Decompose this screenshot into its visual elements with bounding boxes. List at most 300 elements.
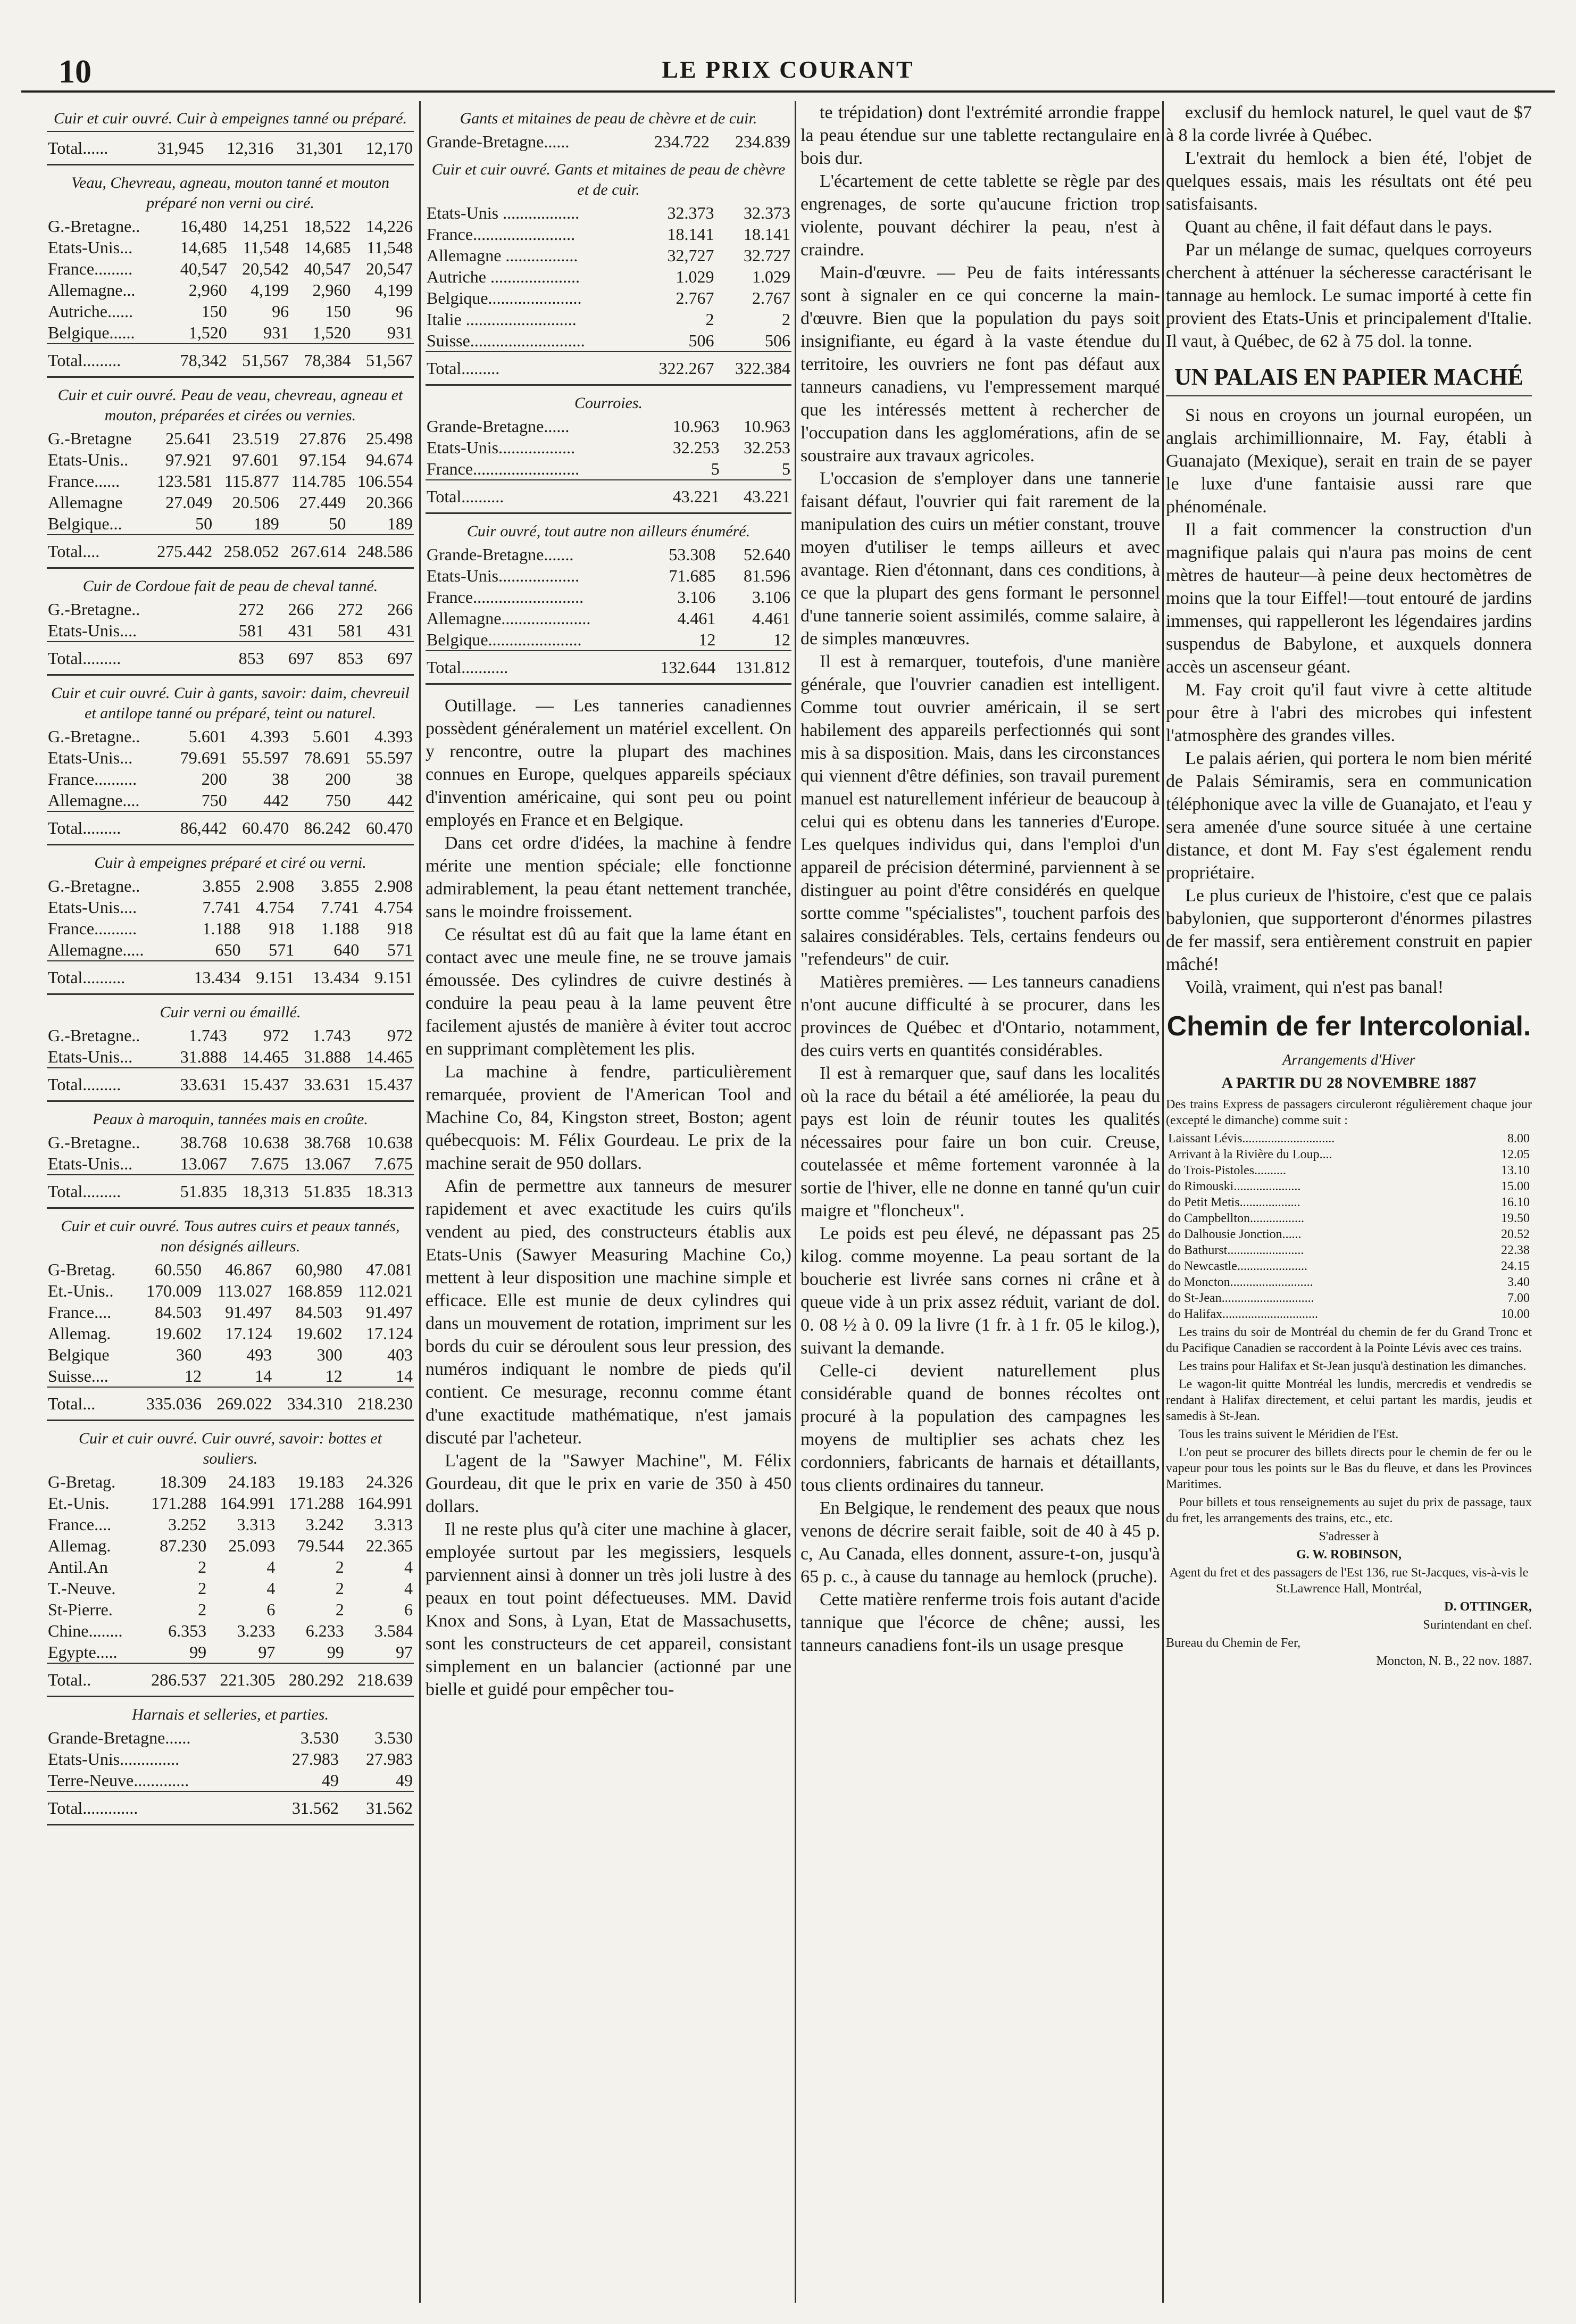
table-row [47,301,414,322]
table-row [47,279,414,301]
paragraph: Dans cet ordre d'idées, la machine à fendre mérite une mention spéciale; elle fonctionne admirablement, la peau étant nettement tranchée, sans le moindre froissement. [426,833,791,922]
row-value: 2 [782,310,790,329]
railway-agent-name: G. W. ROBINSON, [1296,1548,1402,1562]
stats-table [426,416,791,514]
stats-table [47,875,414,995]
table-row [47,790,414,811]
row-value: 14,685 [180,238,227,257]
schedule-time: 13.10 [1501,1164,1530,1177]
paragraph: Celle-ci devient naturellement plus considérable quand de bonnes récoltes ont procuré à la population des campagnes les moyens de multiplier ses achats chez les cordonniers, fabricants de harnais et détaillants, tous clients ordinaires du tanneur. [800,1361,1160,1495]
row-value: 275.442 [147,535,214,568]
table-row [47,1301,414,1323]
table-title: Cuir ouvré, tout autre non ailleurs énuméré. [466,522,751,540]
schedule-time: 24.15 [1501,1259,1530,1273]
schedule-row [1166,1258,1532,1274]
row-label: G.-Bretagne.. [48,217,140,236]
table-row [47,470,414,492]
paragraph: Matières premières. — Les tanneurs canadiens n'ont aucune difficulté à se procurer, dans les provinces de Québec et d'Ontario, notamment, des cuirs verts en quantités considérables. [800,972,1160,1060]
row-value: 1.188 [202,919,241,938]
railway-office-place: Moncton, N. B., 22 nov. 1887. [1376,1654,1532,1668]
table-row [47,1770,414,1791]
row-value: 170.009 [146,1281,202,1300]
row-value: 19.183 [297,1472,344,1491]
paragraph: Il est à remarquer, toutefois, d'une manière générale, que l'ouvrier canadien est intelligent. Comme tout ouvrier américain, il se sert habilement des appareils perfectionnés qui sont mis à sa disposition. Mais, dans les circonstances qui viennent d'être définies, son travail purement manuel est naturellement inférieur de beaucoup à celui qui es obtenu dans les tanneries d'Europe. Les quelques individus qui, dans l'emploi d'un appareil de précision déterminé, parviennent à se distinguer au point d'être considérés en quelque sortte comme "spécialistes", touchent parfois des salaires considérables. Tels, certains fendeurs ou "refendeurs" de cuir. [800,652,1160,969]
table-row [47,747,414,768]
row-value: 3.242 [305,1515,344,1534]
paragraph: Il ne reste plus qu'à citer une machine à glacer, employée surtout par les megissiers, lesquels parviennent ainsi à donner un très joli lustre à des peaux en tout point défectueuses. MM. David Knox and Sons, à Lyan, Etat de Massachusetts, sont les constructeurs de cet appareil, consistant simplement en un balancier (actionné par une bielle et guidé pour empêcher tou- [426,1520,791,1699]
stats-table [47,599,414,676]
row-value: 10.638 [242,1133,289,1152]
table-row [47,131,414,165]
row-label: Allemag. [48,1536,111,1555]
row-value: 14,251 [242,217,289,236]
row-value: 221.305 [207,1663,276,1697]
row-value: 2 [335,1579,344,1598]
row-label: France.... [48,1302,112,1322]
paragraph: Si nous en croyons un journal européen, un anglais archimillionnaire, M. Fay, établi à Guanajato (Mexique), serait en train de se payer le luxe d'une fantaisie aussi rare que phénoménale. [1166,405,1532,517]
table-title: Cuir de Cordoue fait de peau de cheval tanné. [82,577,378,595]
row-value: 218.230 [344,1387,414,1421]
table-row [47,1280,414,1301]
paragraph: Afin de permettre aux tanneurs de mesurer rapidement et avec exactitude les cuirs qu'ils vendent au pied, des constructeurs établis aux Etats-Unis (Sawyer Measuring Machine Co,) mettent à leur disposition une machine simple et efficace. Elle est munie de deux cylindres qui dans un mouvement de rotation, impriment sur les bords du cuir se déroulent sous leur pression, des numéros indiquant le nombre de pieds qu'il contient. Ce mesurage, reconnu comme étant d'une exactitude mathématique, n'est jamais discuté par l'acheteur. [426,1176,791,1448]
table-title: Cuir et cuir ouvré. Cuir ouvré, savoir: bottes et souliers. [79,1430,382,1467]
row-value: 96 [272,302,289,321]
row-label: Total......... [47,811,166,845]
row-value: 131.812 [716,651,791,684]
row-value: 403 [387,1345,413,1364]
row-label: Total.... [47,535,147,568]
row-value: 697 [265,642,315,675]
row-value: 2 [198,1579,207,1598]
row-value: 2.908 [256,876,295,895]
row-value: 13.067 [180,1154,227,1173]
schedule-row [1166,1210,1532,1226]
railway-title: Chemin de fer Intercolonial. [1166,1011,1531,1042]
schedule-station: do St-Jean............................. [1168,1291,1314,1305]
row-value: 115.877 [224,471,279,491]
page-number: 10 [59,54,91,90]
row-value: 4 [266,1557,276,1576]
table-row [47,344,414,377]
row-label: France......... [48,259,133,278]
row-value: 13.434 [177,961,241,994]
row-label: Belgique...................... [427,288,582,308]
paragraph: Il est à remarquer que, sauf dans les localités où la race du bétail a été améliorée, la peau du pays est loin de réunir toutes les qualités nécessaires pour faire un bon cuir. Creuse, coutelassée et même fortement varonnée à la sortie de l'hiver, elle ne donne en tanné qu'un cuir maigre et "floncheux". [800,1064,1160,1221]
row-value: 5 [782,459,790,478]
table-row [426,223,791,245]
table-title: Cuir verni ou émaillé. [160,1003,301,1021]
table-row [47,1365,414,1387]
row-label: G-Bretag. [48,1472,116,1491]
row-value: 750 [201,791,227,810]
row-value: 112.021 [358,1281,413,1300]
row-value: 1,520 [188,323,227,342]
table-row [426,544,791,565]
article-text [1166,101,1532,353]
table-row [47,1471,414,1492]
row-value: 51,567 [352,344,414,377]
row-value: 60.550 [154,1260,202,1279]
row-value: 442 [387,791,413,810]
row-value: 2 [705,310,714,329]
table-title: Courroies. [574,394,643,412]
row-value: 31.888 [180,1047,227,1066]
row-value: 20,547 [366,259,413,278]
row-value: 20,542 [242,259,289,278]
row-value: 78,342 [166,344,228,377]
row-label: Etats-Unis... [48,1047,133,1066]
row-value: 272 [238,600,264,619]
row-value: 97 [396,1642,413,1662]
row-value: 40,547 [180,259,227,278]
row-value: 43.221 [721,480,791,513]
row-label: Total......... [426,352,639,385]
row-value: 258.052 [213,535,280,568]
railway-address-to: S'adresser à [1319,1530,1379,1543]
row-label: Etats-Unis.... [48,898,137,917]
paragraph: Cette matière renferme trois fois autant d'acide tannique que l'écorce de chêne; aussi, les tanneurs canadiens font-ils un usage presque [800,1590,1160,1655]
table-row [47,1323,414,1344]
row-value: 60,980 [295,1260,343,1279]
schedule-row [1166,1131,1532,1147]
row-value: 571 [269,940,295,959]
stats-table [426,131,791,152]
stats-table [47,726,414,845]
schedule-station: do Dalhousie Jonction...... [1168,1227,1302,1241]
article-text [800,101,1160,1657]
row-value: 335.036 [132,1387,203,1421]
table-row [47,875,414,897]
row-value: 132.644 [642,651,717,684]
railway-note: Les trains du soir de Montréal du chemin de fer du Grand Tronc et du Pacifique Canadien se raccordent à la Pointe Lévis avec ces trains. [1166,1325,1532,1355]
table-row [47,1641,414,1663]
row-value: 150 [325,302,351,321]
row-value: 113.027 [217,1281,272,1300]
row-value: 300 [316,1345,343,1364]
row-value: 25.498 [366,429,413,448]
row-value: 14,685 [304,238,351,257]
schedule-station: do Trois-Pistoles.......... [1168,1164,1287,1177]
row-value: 24.326 [366,1472,413,1491]
railway-note: Les trains pour Halifax et St-Jean jusqu'à destination les dimanches. [1179,1359,1527,1373]
row-value: 4,199 [251,280,289,300]
row-label: G.-Bretagne.. [48,600,140,619]
row-value: 4 [404,1557,413,1576]
row-value: 431 [387,621,413,640]
row-value: 3.106 [752,587,790,607]
paragraph: L'extrait du hemlock a bien été, l'objet de quelques essais, mais les résultats ont été peu satisfaisants. [1166,148,1532,214]
row-label: Total.......... [426,480,650,513]
row-value: 168.859 [287,1281,343,1300]
stats-table [47,215,414,378]
stats-table [47,1025,414,1102]
paragraph: Outillage. — Les tanneries canadiennes possèdent généralement un matériel excellent. On y rencontre, outre la plupart des machines connues en Europe, quelques appareils spéciaux d'invention américaine, qui sont peu ou point employés en France et en Belgique. [426,696,791,830]
schedule-time: 19.50 [1501,1211,1530,1225]
row-value: 10.963 [744,417,790,436]
row-value: 918 [387,919,413,938]
schedule-station: do Moncton.......................... [1168,1275,1313,1289]
row-value: 96 [396,302,413,321]
row-value: 27.983 [291,1749,339,1769]
railway-arrangement: Arrangements d'Hiver [1282,1052,1415,1068]
row-value: 4.461 [677,609,716,628]
row-value: 189 [387,514,413,533]
row-value: 11,548 [243,238,289,257]
paragraph: Par un mélange de sumac, quelques corroyeurs cherchent à atténuer la sécheresse caractérisant le tannage au hemlock. Le sumac importé à cette fin provient des Etats-Unis et principalement d'Italie. Il vaut, à Québec, de 62 à 75 dol. la tonne. [1166,240,1532,351]
row-value: 286.537 [139,1663,207,1697]
table-row [426,608,791,629]
schedule-row [1166,1194,1532,1210]
table-title: Gants et mitaines de peau de chèvre et de cuir. [460,110,757,127]
schedule-row [1166,1147,1532,1163]
schedule-station: do Petit Metis................... [1168,1196,1300,1209]
row-value: 1.743 [188,1026,227,1045]
row-label: Etats-Unis.................. [427,438,576,457]
row-value: 60.470 [352,811,414,845]
stats-table [47,1471,414,1697]
row-value: 2,960 [188,280,227,300]
row-value: 31.888 [304,1047,351,1066]
table-row [47,961,414,994]
row-value: 234.722 [654,132,710,151]
row-value: 248.586 [347,535,414,568]
stats-table [47,131,414,165]
row-value: 46.867 [225,1260,272,1279]
row-value: 10.638 [366,1133,413,1152]
row-label: Grande-Bretagne...... [427,417,570,436]
row-value: 99 [327,1642,344,1662]
row-label: St-Pierre. [48,1600,113,1619]
row-label: Autriche ..................... [427,267,580,286]
row-value: 7.675 [251,1154,289,1173]
table-row [47,1046,414,1068]
row-label: France...... [48,471,120,491]
row-label: France.......................... [427,587,584,607]
row-value: 2 [335,1557,344,1576]
table-row [47,449,414,470]
row-value: 97.921 [165,450,213,469]
row-label: Italie .......................... [427,310,577,329]
row-label: G.-Bretagne.. [48,1133,140,1152]
row-value: 16,480 [180,217,227,236]
row-value: 18.141 [667,225,714,244]
table-row [47,535,414,568]
row-value: 650 [215,940,241,959]
row-label: G.-Bretagne [48,429,132,448]
railway-note: Tous les trains suivent le Méridien de l'Est. [1179,1427,1399,1441]
row-label: G.-Bretagne.. [48,727,140,746]
row-value: 47.081 [366,1260,413,1279]
railway-note: L'on peut se procurer des billets directs pour le chemin de fer ou le vapeur pour tous les points sur le Bas du fleuve, et dans les Provinces Maritimes. [1166,1446,1532,1491]
row-value: 4.461 [752,609,790,628]
railway-superintendent-title: Surintendant en chef. [1423,1618,1532,1632]
row-value: 4,199 [374,280,413,300]
row-value: 6 [404,1600,413,1619]
table-row [426,565,791,586]
row-value: 200 [201,769,227,788]
paragraph: Le palais aérien, qui portera le nom bien mérité de Palais Sémiramis, sera en communication téléphonique avec la ville de Guanajato, et l'eau y sera amenée d'une source située à une certaine distance, et dont M. Fay s'est également rendu propriétaire. [1166,749,1532,883]
row-value: 18,313 [228,1175,290,1208]
paragraph: Ce résultat est dû au fait que la lame étant en contact avec une meule fine, ne se trouve jamais émoussée. Des cylindres de cuivre destinés à conduire la peau peau à la lame peuvent être facilement ajustés de manière à éviter tout accroc en supprimant complètement les plis. [426,925,791,1059]
paragraph: Le plus curieux de l'histoire, c'est que ce palais babylonien, que supporteront d'énormes pilastres de fer massif, sera entièrement construit en papier mâché! [1166,886,1532,974]
row-value: 97.154 [299,450,346,469]
table-title: Veau, Chevreau, agneau, mouton tanné et mouton préparé non verni ou ciré. [71,174,389,212]
schedule-time: 7.00 [1507,1291,1530,1305]
row-value: 506 [688,331,714,350]
row-value: 150 [201,302,227,321]
row-label: Grande-Bretagne...... [427,132,570,151]
row-value: 200 [325,769,351,788]
row-value: 24.183 [228,1472,276,1491]
article-text [1166,404,1532,999]
table-row [47,258,414,279]
row-value: 853 [315,642,364,675]
table-row [47,1748,414,1770]
row-value: 234.839 [735,132,790,151]
row-value: 6 [266,1600,276,1619]
schedule-station: do Bathurst........................ [1168,1243,1304,1257]
row-value: 2 [198,1600,207,1619]
row-value: 4 [266,1579,276,1598]
row-label: G.-Bretagne.. [48,1026,140,1045]
table-row [47,1175,414,1208]
table-row [47,1663,414,1697]
schedule-station: do Newcastle...................... [1168,1259,1307,1273]
row-label: Total... [47,1387,132,1421]
row-value: 972 [263,1026,289,1045]
row-value: 79.544 [297,1536,344,1555]
row-label: Et.-Unis.. [48,1281,114,1300]
paragraph: Il a fait commencer la construction d'un magnifique palais qui n'aura pas moins de cent mètres de hauteur—à peine deux hectomètres de moins que la tour Eiffel!—tout entouré de jardins immenses, qui rappelleront les légendaires jardins suspendus de Babylone, et auxquels donnera accès un ascenseur géant. [1166,520,1532,677]
row-value: 38.768 [180,1133,227,1152]
table-row [47,215,414,237]
row-label: Allemagne [48,493,123,512]
row-value: 18.309 [160,1472,207,1491]
railway-agent-details: Agent du fret et des passagers de l'Est 136, rue St-Jacques, vis-à-vis le St.Lawrence Hall, Montréal, [1169,1566,1529,1596]
row-value: 50 [195,514,213,533]
row-label: Total........... [426,651,642,684]
row-value: 171.288 [288,1493,344,1513]
row-value: 1.029 [752,267,790,286]
row-label: Antil.An [48,1557,108,1576]
table-row [426,651,791,684]
row-value: 164.991 [220,1493,276,1513]
row-value: 1.188 [321,919,360,938]
row-value: 931 [263,323,289,342]
row-label: Grande-Bretagne....... [427,545,574,564]
row-value: 1,520 [312,323,351,342]
row-value: 218.639 [345,1663,414,1697]
row-value: 31,945 [136,131,205,165]
row-value: 334.310 [273,1387,343,1421]
row-value: 17.124 [225,1324,272,1343]
table-title: Cuir et cuir ouvré. Peau de veau, chevreau, agneau et mouton, préparées et cirées ou vernies. [57,386,403,424]
row-value: 27.449 [299,493,346,512]
schedule-row [1166,1306,1532,1322]
row-value: 86.242 [290,811,352,845]
row-value: 272 [337,600,363,619]
railway-note: Le wagon-lit quitte Montréal les lundis, mercredis et vendredis se rendant à Halifax directement, et celui partant les mardis, jeudis et samedis à St-Jean. [1166,1377,1532,1423]
row-label: Egypte..... [48,1642,118,1662]
row-value: 10.963 [672,417,720,436]
row-value: 91.497 [366,1302,413,1322]
paragraph: Main-d'œuvre. — Peu de faits intéressants sont à signaler en ce qui concerne la main-d'œuvre. Bien que la population du pays soit insignifiante, eu égard à la vaste étendue du territoire, les ouvriers ne font pas défaut aux tanneurs canadiens, vu l'empressement marqué que les intéressés mettent à rechercher de l'occupation dans les agglomérations, afin de se soustraire aux travaux agricoles. [800,263,1160,466]
table-row [47,428,414,449]
row-label: Allemagne..................... [427,609,591,628]
row-value: 750 [325,791,351,810]
table-title: Cuir et cuir ouvré. Tous autres cuirs et peaux tannés, non désignés ailleurs. [61,1217,400,1255]
row-label: Suisse........................... [427,331,585,350]
row-value: 14 [396,1366,413,1385]
table-row [47,1132,414,1153]
row-value: 640 [333,940,360,959]
row-value: 20.366 [366,493,413,512]
row-value: 27.049 [165,493,213,512]
table-row [47,1259,414,1280]
stats-table [426,544,791,685]
table-row [426,309,791,330]
row-value: 40,547 [304,259,351,278]
row-label: Total.......... [47,961,177,994]
row-value: 3.855 [321,876,360,895]
table-row [426,202,791,223]
row-value: 94.674 [366,450,413,469]
railway-superintendent-name: D. OTTINGER, [1444,1600,1532,1614]
table-row [47,513,414,535]
row-label: Etats-Unis.. [48,450,129,469]
row-label: Etats-Unis.... [48,621,137,640]
paragraph: exclusif du hemlock naturel, le quel vaut de $7 à 8 la corde livrée à Québec. [1166,103,1532,145]
row-label: France.......... [48,919,137,938]
schedule-row [1166,1242,1532,1258]
table-row [47,1620,414,1641]
row-label: Etats-Unis... [48,238,133,257]
schedule-row [1166,1178,1532,1194]
row-value: 78.691 [304,748,351,767]
paragraph: En Belgique, le rendement des peaux que nous venons de décrire serait faible, soit de 40 à 45 p. c, Au Canada, elles donnent, assure-t-on, jusqu'à 65 p. c., à cause du tannage au hemlock (pruche). [800,1498,1160,1587]
row-label: G-Bretag. [48,1260,116,1279]
schedule-time: 15.00 [1501,1180,1530,1193]
table-row [47,1514,414,1535]
table-title: Harnais et selleries, et parties. [132,1706,329,1723]
row-value: 1.743 [312,1026,351,1045]
row-value: 32,727 [667,246,714,265]
column-2 [426,101,791,2303]
row-value: 3.106 [677,587,716,607]
row-value: 31.562 [266,1791,340,1825]
row-value: 442 [263,791,289,810]
row-value: 3.233 [237,1621,276,1640]
article-text [426,694,791,1701]
table-row [426,266,791,287]
row-value: 52.640 [744,545,790,564]
row-value: 2.767 [752,288,790,308]
row-value: 12,170 [344,131,414,165]
row-value: 87.230 [160,1536,207,1555]
row-value: 97 [258,1642,276,1662]
schedule-time: 3.40 [1507,1275,1530,1289]
row-value: 3.252 [168,1515,207,1534]
schedule-station: do Halifax.............................. [1168,1307,1318,1321]
paragraph: M. Fay croit qu'il faut vivre à cette altitude pour être à l'abri des microbes qui infestent l'atmosphère des grandes villes. [1166,680,1532,745]
column-3 [800,101,1160,2303]
row-value: 25.641 [165,429,213,448]
row-label: Etats-Unis.............. [48,1749,180,1769]
row-value: 32.373 [744,203,790,222]
row-value: 31.562 [340,1791,414,1825]
row-value: 322.384 [715,352,791,385]
row-value: 38.768 [304,1133,351,1152]
